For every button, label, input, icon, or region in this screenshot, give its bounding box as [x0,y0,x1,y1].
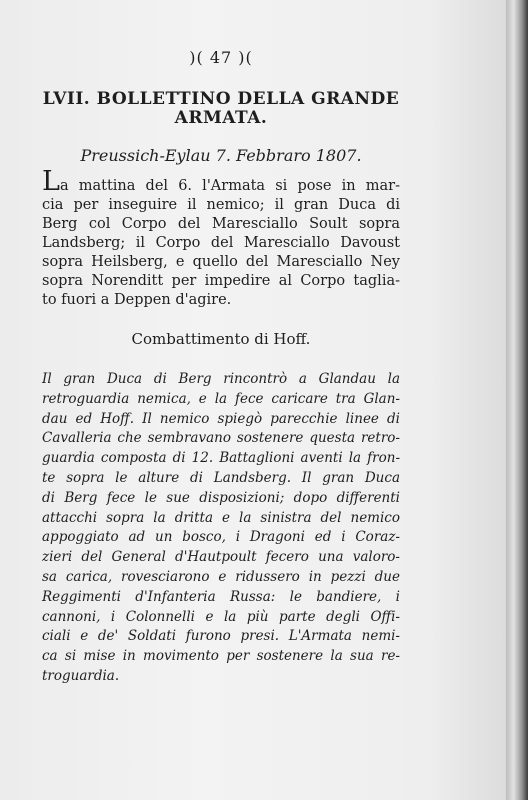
paragraph-line: te sopra le alture di Landsberg. Il gran Duca [42,469,400,486]
page-number: )( 47 )( [189,48,253,67]
paragraph-opening [42,166,400,310]
paragraph-line: retroguardia nemica, e la fece caricare tra Glan- [42,390,400,407]
paragraph-line: sa carica, rovesciarono e ridussero in pezzi due [42,568,400,585]
paragraph-line: cia per inseguire il nemico; il gran Duca di [42,197,400,213]
paragraph-line: Berg col Corpo del Maresciallo Soult sopra [42,216,400,232]
bulletin-title-line-2: ARMATA. [174,108,268,128]
paragraph-line: ca si mise in movimento per sostenere la sua re- [42,648,400,665]
paragraph-line: Landsberg; il Corpo del Maresciallo Davoust [42,235,400,251]
paragraph-line: La mattina del 6. l'Armata si pose in mar- [42,166,400,197]
bulletin-title [42,90,400,128]
drop-cap: L [42,166,60,197]
paragraph-line: guardia composta di 12. Battaglioni aventi la fron- [42,450,400,467]
paragraph-line: ciali e de' Soldati furono presi. L'Armata nemi- [42,628,400,645]
bulletin-title-line-1: LVII. BOLLETTINO DELLA GRANDE [42,89,400,109]
paragraph-line: appoggiato ad un bosco, i Dragoni ed i Coraz- [42,529,400,546]
dateline: Preussich-Eylau 7. Febbraro 1807. [80,146,362,165]
paragraph-line: Reggimenti d'Infanteria Russa: le bandiere, i [42,588,400,605]
paragraph-line: attacchi sopra la dritta e la sinistra del nemico [42,509,400,526]
paragraph-line: troguardia. [42,667,120,684]
paragraph-line: dau ed Hoff. Il nemico spiegò parecchie linee di [42,410,400,427]
paragraph-line: cannoni, i Colonnelli e la più parte degli Offi- [42,608,400,625]
paragraph-line: di Berg fece le sue disposizioni; dopo differenti [42,489,400,506]
paragraph-line: zieri del General d'Hautpoult fecero una valoro- [42,549,400,566]
paragraph-line: to fuori a Deppen d'agire. [42,292,232,308]
section-heading: Combattimento di Hoff. [131,330,311,348]
paragraph-battle [42,370,400,687]
page-edge-shadow [506,0,528,800]
paragraph-line: Il gran Duca di Berg rincontrò a Glandau la [42,371,400,387]
paragraph-line: sopra Heilsberg, e quello del Maresciallo Ney [42,254,400,270]
paragraph-line: sopra Norenditt per impedire al Corpo taglia- [42,273,400,289]
paragraph-line: Cavalleria che sembravano sostenere questa retro- [42,430,400,447]
